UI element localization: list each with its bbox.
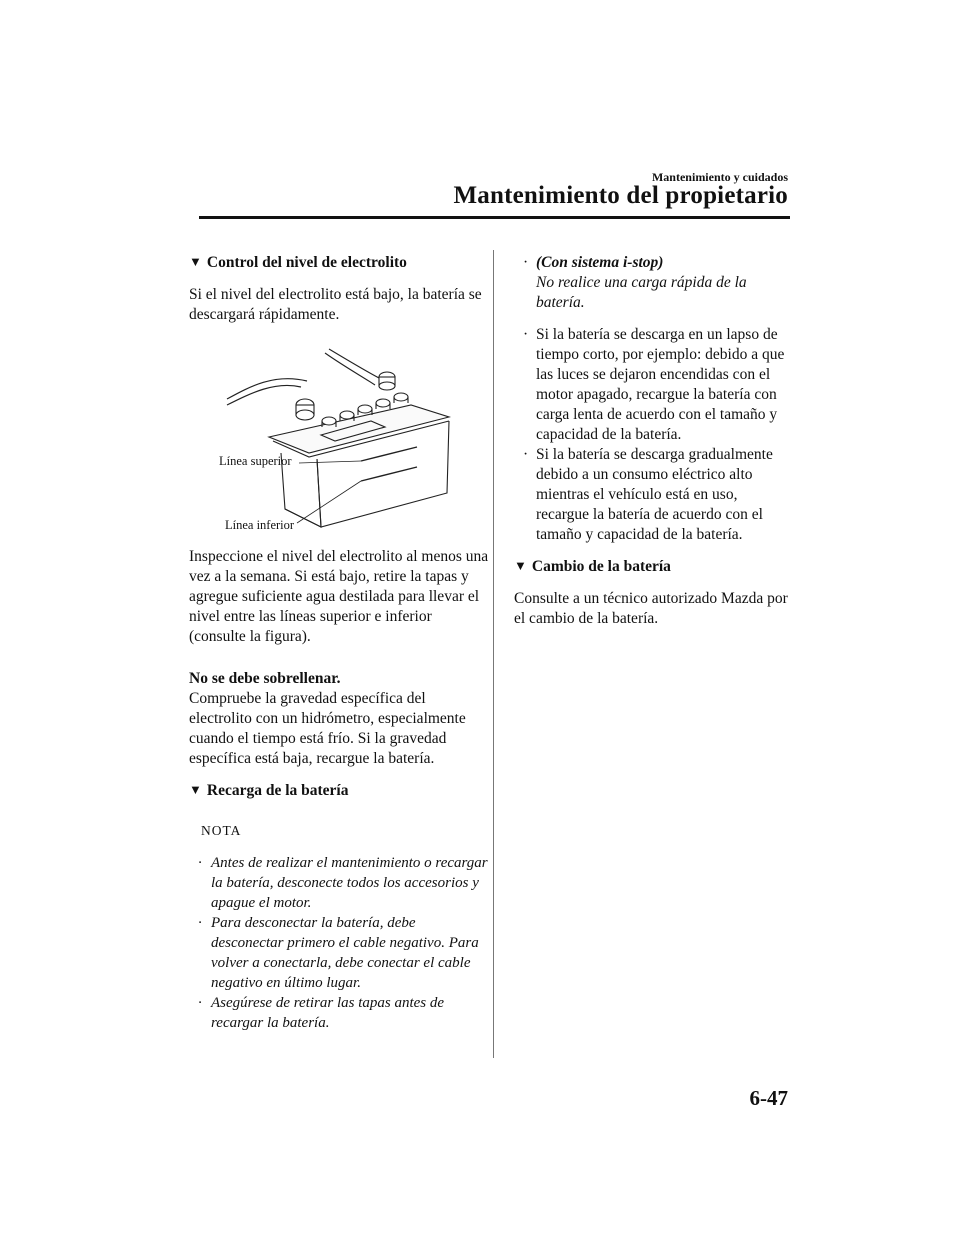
note-label: NOTA <box>201 823 242 838</box>
paragraph: Compruebe la gravedad específica del electrolito con un hidrómetro, especialmente cuando el tiempo está frío. Si la gravedad específica está baja, recargue la batería. <box>189 690 466 767</box>
triangle-down-icon: ▼ <box>189 782 202 797</box>
section-heading: ▼ Cambio de la batería <box>514 558 671 575</box>
paragraph: Inspeccione el nivel del electrolito al menos una vez a la semana. Si está bajo, retire la tapas y agregue suficiente agua destilada para llevar el nivel entre las líneas superior e inferior (consulte la figura). <box>189 548 489 645</box>
bullet-dot-icon: · <box>523 326 529 343</box>
list-item: · Antes de realizar el mantenimiento o recargar la batería, desconecte todos los accesorios y apague el motor. <box>198 855 488 911</box>
right-column <box>514 253 794 641</box>
paragraph: Si el nivel del electrolito está bajo, la batería se descargará rápidamente. <box>189 286 482 323</box>
column-divider <box>493 250 494 1058</box>
list-item: · Si la batería se descarga gradualmente debido a un consumo eléctrico alto mientras el vehículo está en uso, recargue la batería de acuerdo con el tamaño y capacidad de la batería. <box>523 446 773 543</box>
section-heading: ▼ Control del nivel de electrolito <box>189 254 407 271</box>
battery-illustration <box>189 337 489 537</box>
bullet-dot-icon: · <box>198 915 202 931</box>
paragraph: Consulte a un técnico autorizado Mazda por el cambio de la batería. <box>514 590 788 627</box>
header-section-title: Mantenimiento y cuidados <box>651 170 788 184</box>
warning-text: No se debe sobrellenar. <box>189 670 341 687</box>
left-column <box>189 253 489 1033</box>
list-item: · Para desconectar la batería, debe desconectar primero el cable negativo. Para volver a conectarla, debe conectar el cable negativo en último lugar. <box>198 915 479 991</box>
bullet-dot-icon: · <box>523 446 529 463</box>
section-heading: ▼ Recarga de la batería <box>189 782 349 799</box>
bullet-dot-icon: · <box>198 855 202 871</box>
note-list <box>189 853 489 1033</box>
list-item: · Si la batería se descarga en un lapso de tiempo corto, por ejemplo: debido a que las luces se dejaron encendidas con el motor apagado, recargue la batería con carga lenta de acuerdo con el tamaño y capacidad de la batería. <box>523 326 785 443</box>
triangle-down-icon: ▼ <box>514 558 527 573</box>
battery-figure <box>189 337 489 537</box>
page-number: 6-47 <box>749 1086 788 1110</box>
list-item: · Asegúrese de retirar las tapas antes de recargar la batería. <box>198 995 445 1031</box>
bullet-dot-icon: · <box>523 254 529 271</box>
list-item: · (Con sistema i-stop) No realice una carga rápida de la batería. <box>523 254 747 311</box>
label-upper-line: Línea superior <box>219 454 292 468</box>
charge-list <box>514 325 794 545</box>
label-lower-line: Línea inferior <box>225 518 295 532</box>
istop-list <box>514 253 794 313</box>
triangle-down-icon: ▼ <box>189 254 202 269</box>
bullet-dot-icon: · <box>198 995 202 1011</box>
header-divider <box>199 216 790 219</box>
header-chapter-title: Mantenimiento del propietario <box>453 182 788 209</box>
